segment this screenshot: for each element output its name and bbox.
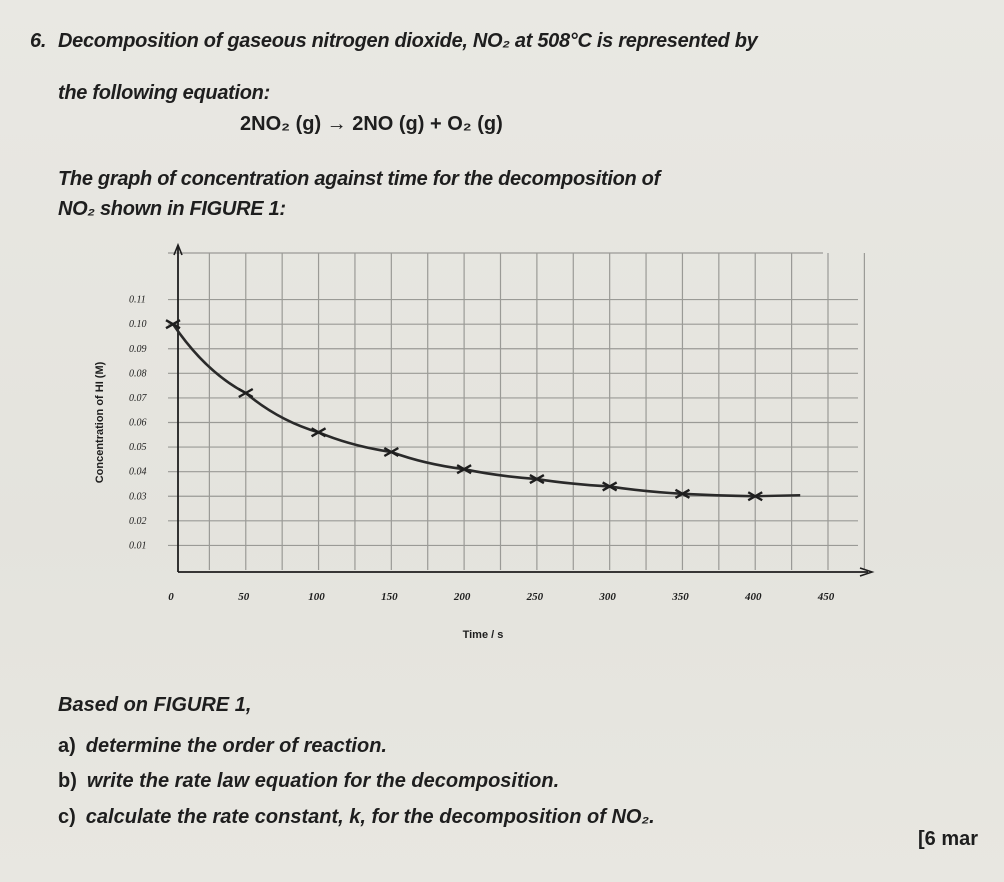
task-c-letter: c) [58,806,76,828]
y-tick-label: 0.10 [129,319,147,331]
x-tick-label: 450 [817,591,835,603]
x-tick-label: 100 [308,591,325,603]
x-tick-label: 0 [168,591,174,603]
y-tick-label: 0.11 [129,294,146,306]
x-axis-label: Time / s [462,629,504,641]
graph-description-line1: The graph of concentration against time for the decomposition of [58,168,660,190]
question-intro-line1: Decomposition of gaseous nitrogen dioxide, NO₂ at 508°C is represented by [58,30,758,52]
y-tick-label: 0.05 [129,442,147,454]
x-tick-label: 350 [672,591,689,603]
task-b-text: write the rate law equation for the decomposition. [86,770,560,792]
task-c-text: calculate the rate constant, k, for the decomposition of NO₂. [85,806,655,828]
y-tick-label: 0.08 [129,368,147,380]
x-tick-label: 300 [599,591,616,603]
task-c [58,806,655,829]
series-curve-tail [755,495,800,496]
y-tick-label: 0.03 [129,491,147,503]
y-tick-label: 0.02 [129,515,147,527]
task-a [58,735,387,758]
y-tick-label: 0.07 [129,392,147,404]
question-number: 6. [30,30,47,52]
y-tick-label: 0.04 [129,466,147,478]
marks-allocation: [6 mar [918,828,979,850]
task-b-letter: b) [58,770,77,792]
x-tick-label: 250 [526,591,544,603]
y-axis-label: Concentration of HI (M) [94,361,106,484]
y-tick-label: 0.09 [129,343,147,355]
task-a-text: determine the order of reaction. [85,735,387,757]
task-b [58,770,559,793]
task-a-letter: a) [58,735,76,757]
concentration-time-chart [88,235,888,655]
graph-description-line2: NO₂ shown in FIGURE 1: [58,198,286,220]
chemical-equation: 2NO₂ (g) → 2NO (g) + O₂ (g) [240,113,503,135]
x-tick-label: 50 [238,591,250,603]
y-tick-label: 0.06 [129,417,147,429]
x-tick-label: 200 [453,591,471,603]
x-tick-label: 400 [744,591,762,603]
based-on-text: Based on FIGURE 1, [58,694,252,716]
x-tick-label: 150 [381,591,398,603]
y-tick-label: 0.01 [129,540,147,552]
question-intro-line2: the following equation: [58,82,270,104]
